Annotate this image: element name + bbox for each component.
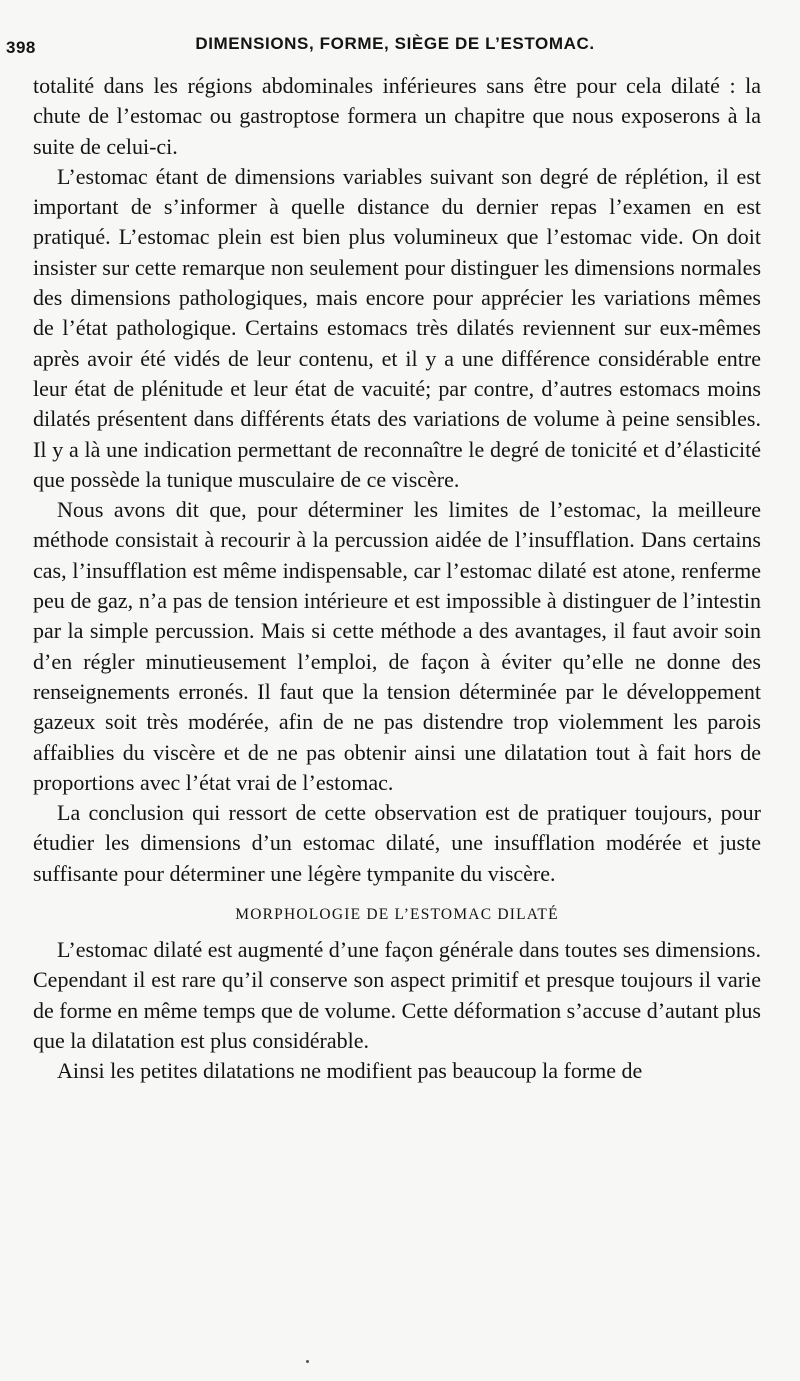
section-heading: MORPHOLOGIE DE L’ESTOMAC DILATÉ <box>235 906 559 924</box>
paragraph-insufflation: Nous avons dit que, pour déterminer les limites de l’estomac, la meilleure méthode consistait à recourir à la percussion aidée de l’insufflation. Dans certains cas, l’insufflation est même indispensable, car l’estomac dilaté est atone, renferme peu de gaz, n’a pas de tension intérieure et est impossible à distinguer de l’intestin par la simple percussion. Mais si cette méthode a des avantages, il faut avoir soin d’en régler minutieusement l’emploi, de façon à éviter qu’elle ne donne des renseignements erronés. Il faut que la tension déterminée par le développement gazeux soit très modérée, afin de ne pas distendre trop violemment les parois affaiblies du viscère et de ne pas obtenir ainsi une dilatation tout à fait hors de proportions avec l’état vrai de l’estomac. <box>33 497 761 795</box>
paragraph-conclusion: La conclusion qui ressort de cette observation est de pratiquer toujours, pour étudier les dimensions d’un estomac dilaté, une insufflation modérée et juste suffisante pour déterminer une légère tympanite du viscère. <box>33 800 761 886</box>
page-number: 398 <box>6 38 36 57</box>
paragraph-morphology: L’estomac dilaté est augmenté d’une façon générale dans toutes ses dimensions. Cependant il est rare qu’il conserve son aspect primitif et presque toujours il varie de forme en même temps que de volume. Cette déformation s’accuse d’autant plus que la dilatation est plus considérable. <box>33 937 761 1053</box>
print-speck <box>306 1360 309 1363</box>
paragraph-continuation: totalité dans les régions abdominales inférieures sans être pour cela dilaté : la chute de l’estomac ou gastroptose formera un chapitre que nous exposerons à la suite de celui-ci. <box>33 73 761 159</box>
paragraph-small-dilatations: Ainsi les petites dilatations ne modifient pas beaucoup la forme de <box>57 1058 643 1084</box>
paragraph-repletion: L’estomac étant de dimensions variables suivant son degré de réplétion, il est important de s’informer à quelle distance du dernier repas l’examen en est pratiqué. L’estomac plein est bien plus volumineux que l’estomac vide. On doit insister sur cette remarque non seulement pour distinguer les dimensions normales des dimensions pathologiques, mais encore pour apprécier les variations mêmes de l’état pathologique. Certains estomacs très dilatés reviennent sur eux-mêmes après avoir été vidés de leur contenu, et il y a une différence considérable entre leur état de plénitude et leur état de vacuité; par contre, d’autres estomacs moins dilatés présentent dans différents états des variations de volume à peine sensibles. Il y a là une indication permettant de reconnaître le degré de tonicité et d’élasticité que possède la tunique musculaire de ce viscère. <box>33 163 761 492</box>
body-text <box>33 71 761 1087</box>
running-title: DIMENSIONS, FORME, SIÈGE DE L’ESTOMAC. <box>195 34 595 53</box>
page-header <box>0 34 800 64</box>
